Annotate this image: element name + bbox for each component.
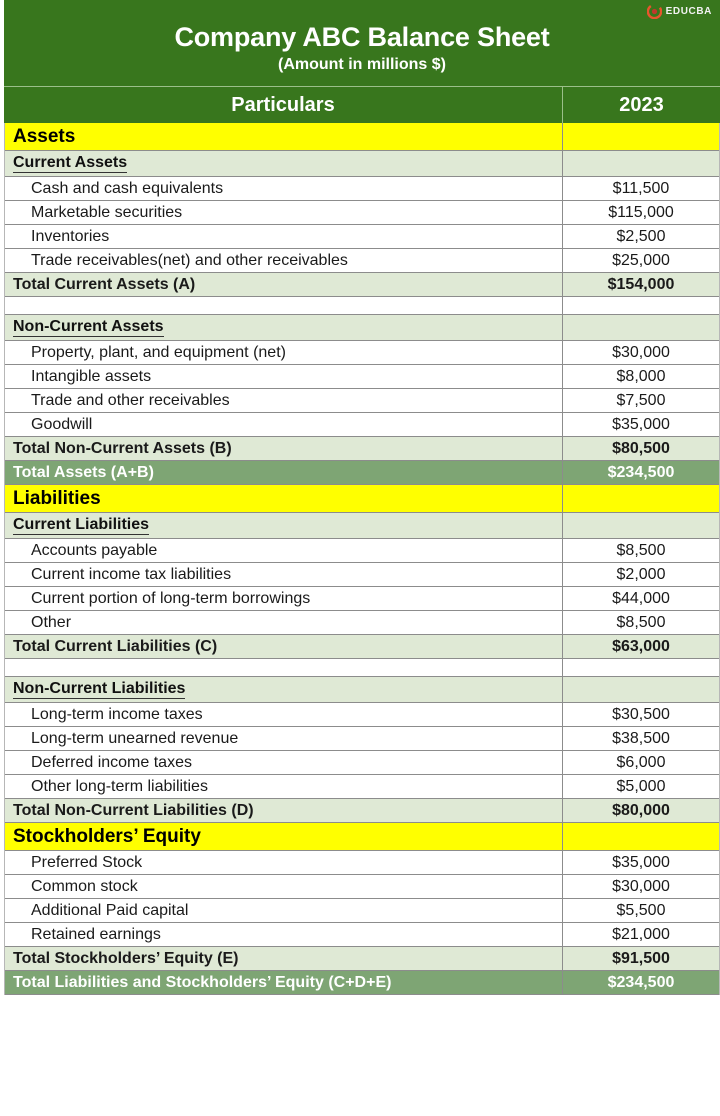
educba-logo [647,4,712,19]
row-label: Total Non-Current Assets (B) [5,437,563,460]
page-title: Company ABC Balance Sheet [174,22,550,52]
line-item-row [5,587,719,611]
row-value [563,315,719,340]
row-value: $91,500 [563,947,719,970]
row-label: Intangible assets [5,365,563,388]
row-value: $234,500 [563,971,719,994]
row-value [563,513,719,538]
row-value: $30,000 [563,341,719,364]
row-value [563,485,719,512]
row-label: Common stock [5,875,563,898]
row-label: Long-term unearned revenue [5,727,563,750]
row-value: $38,500 [563,727,719,750]
row-value: $63,000 [563,635,719,658]
row-label [5,151,563,176]
row-label [5,315,563,340]
page-subtitle: (Amount in millions $) [278,56,446,73]
row-value: $8,000 [563,365,719,388]
row-label: Assets [5,123,563,150]
row-value [563,659,719,676]
row-label: Total Stockholders’ Equity (E) [5,947,563,970]
row-label: Property, plant, and equipment (net) [5,341,563,364]
column-header-year: 2023 [619,93,664,116]
row-label-text: Non-Current Liabilities [13,680,186,697]
subtotal-row [5,947,719,971]
row-value: $2,000 [563,563,719,586]
document-header [4,0,720,86]
line-item-row [5,413,719,437]
line-item-row [5,703,719,727]
row-label: Total Non-Current Liabilities (D) [5,799,563,822]
row-label: Cash and cash equivalents [5,177,563,200]
row-label: Marketable securities [5,201,563,224]
row-value [563,677,719,702]
row-value: $5,000 [563,775,719,798]
row-value: $2,500 [563,225,719,248]
row-label: Goodwill [5,413,563,436]
line-item-row [5,727,719,751]
row-label: Long-term income taxes [5,703,563,726]
row-label: Total Assets (A+B) [5,461,563,484]
line-item-row [5,899,719,923]
row-value: $80,000 [563,799,719,822]
subsection-header-row [5,677,719,703]
line-item-row [5,611,719,635]
row-label: Liabilities [5,485,563,512]
row-value: $11,500 [563,177,719,200]
row-value [563,151,719,176]
section-header-row [5,123,719,151]
row-label: Accounts payable [5,539,563,562]
subsection-header-row [5,513,719,539]
row-value: $25,000 [563,249,719,272]
row-value: $44,000 [563,587,719,610]
subsection-header-row [5,151,719,177]
row-value: $35,000 [563,851,719,874]
row-label: Total Liabilities and Stockholders’ Equity (C+D+E) [5,971,563,994]
row-value [563,297,719,314]
row-label: Total Current Assets (A) [5,273,563,296]
line-item-row [5,389,719,413]
section-header-row [5,823,719,851]
row-label: Other long-term liabilities [5,775,563,798]
row-value: $30,000 [563,875,719,898]
row-value: $80,500 [563,437,719,460]
line-item-row [5,225,719,249]
row-label: Trade and other receivables [5,389,563,412]
row-value: $21,000 [563,923,719,946]
line-item-row [5,249,719,273]
line-item-row [5,923,719,947]
row-label: Current income tax liabilities [5,563,563,586]
grand-total-row [5,461,719,485]
table-column-header [4,86,720,123]
row-value: $35,000 [563,413,719,436]
line-item-row [5,539,719,563]
row-label [5,659,563,676]
row-label: Total Current Liabilities (C) [5,635,563,658]
row-label [5,297,563,314]
row-label: Trade receivables(net) and other receivables [5,249,563,272]
row-label: Additional Paid capital [5,899,563,922]
line-item-row [5,201,719,225]
row-value [563,823,719,850]
row-value: $8,500 [563,539,719,562]
subtotal-row [5,799,719,823]
row-value: $234,500 [563,461,719,484]
subsection-header-row [5,315,719,341]
row-label: Current portion of long-term borrowings [5,587,563,610]
row-label-text: Current Liabilities [13,516,150,533]
row-label [5,677,563,702]
row-label: Stockholders’ Equity [5,823,563,850]
row-label: Other [5,611,563,634]
line-item-row [5,751,719,775]
row-label-text: Non-Current Assets [13,318,164,335]
row-value: $30,500 [563,703,719,726]
row-label-text: Current Assets [13,154,128,171]
line-item-row [5,775,719,799]
row-label: Preferred Stock [5,851,563,874]
row-value: $115,000 [563,201,719,224]
line-item-row [5,341,719,365]
line-item-row [5,365,719,389]
educba-e-mark-icon [647,4,662,19]
row-label [5,513,563,538]
section-header-row [5,485,719,513]
grand-total-row [5,971,719,995]
row-value: $5,500 [563,899,719,922]
educba-logo-text: EDUCBA [665,6,712,17]
row-value: $154,000 [563,273,719,296]
line-item-row [5,177,719,201]
balance-sheet-table-body [4,123,720,995]
subtotal-row [5,273,719,297]
row-value: $8,500 [563,611,719,634]
spacer-row [5,297,719,315]
row-value: $7,500 [563,389,719,412]
spacer-row [5,659,719,677]
row-label: Inventories [5,225,563,248]
row-value: $6,000 [563,751,719,774]
row-value [563,123,719,150]
subtotal-row [5,635,719,659]
line-item-row [5,851,719,875]
line-item-row [5,875,719,899]
row-label: Retained earnings [5,923,563,946]
row-label: Deferred income taxes [5,751,563,774]
column-header-particulars: Particulars [4,87,563,123]
subtotal-row [5,437,719,461]
line-item-row [5,563,719,587]
